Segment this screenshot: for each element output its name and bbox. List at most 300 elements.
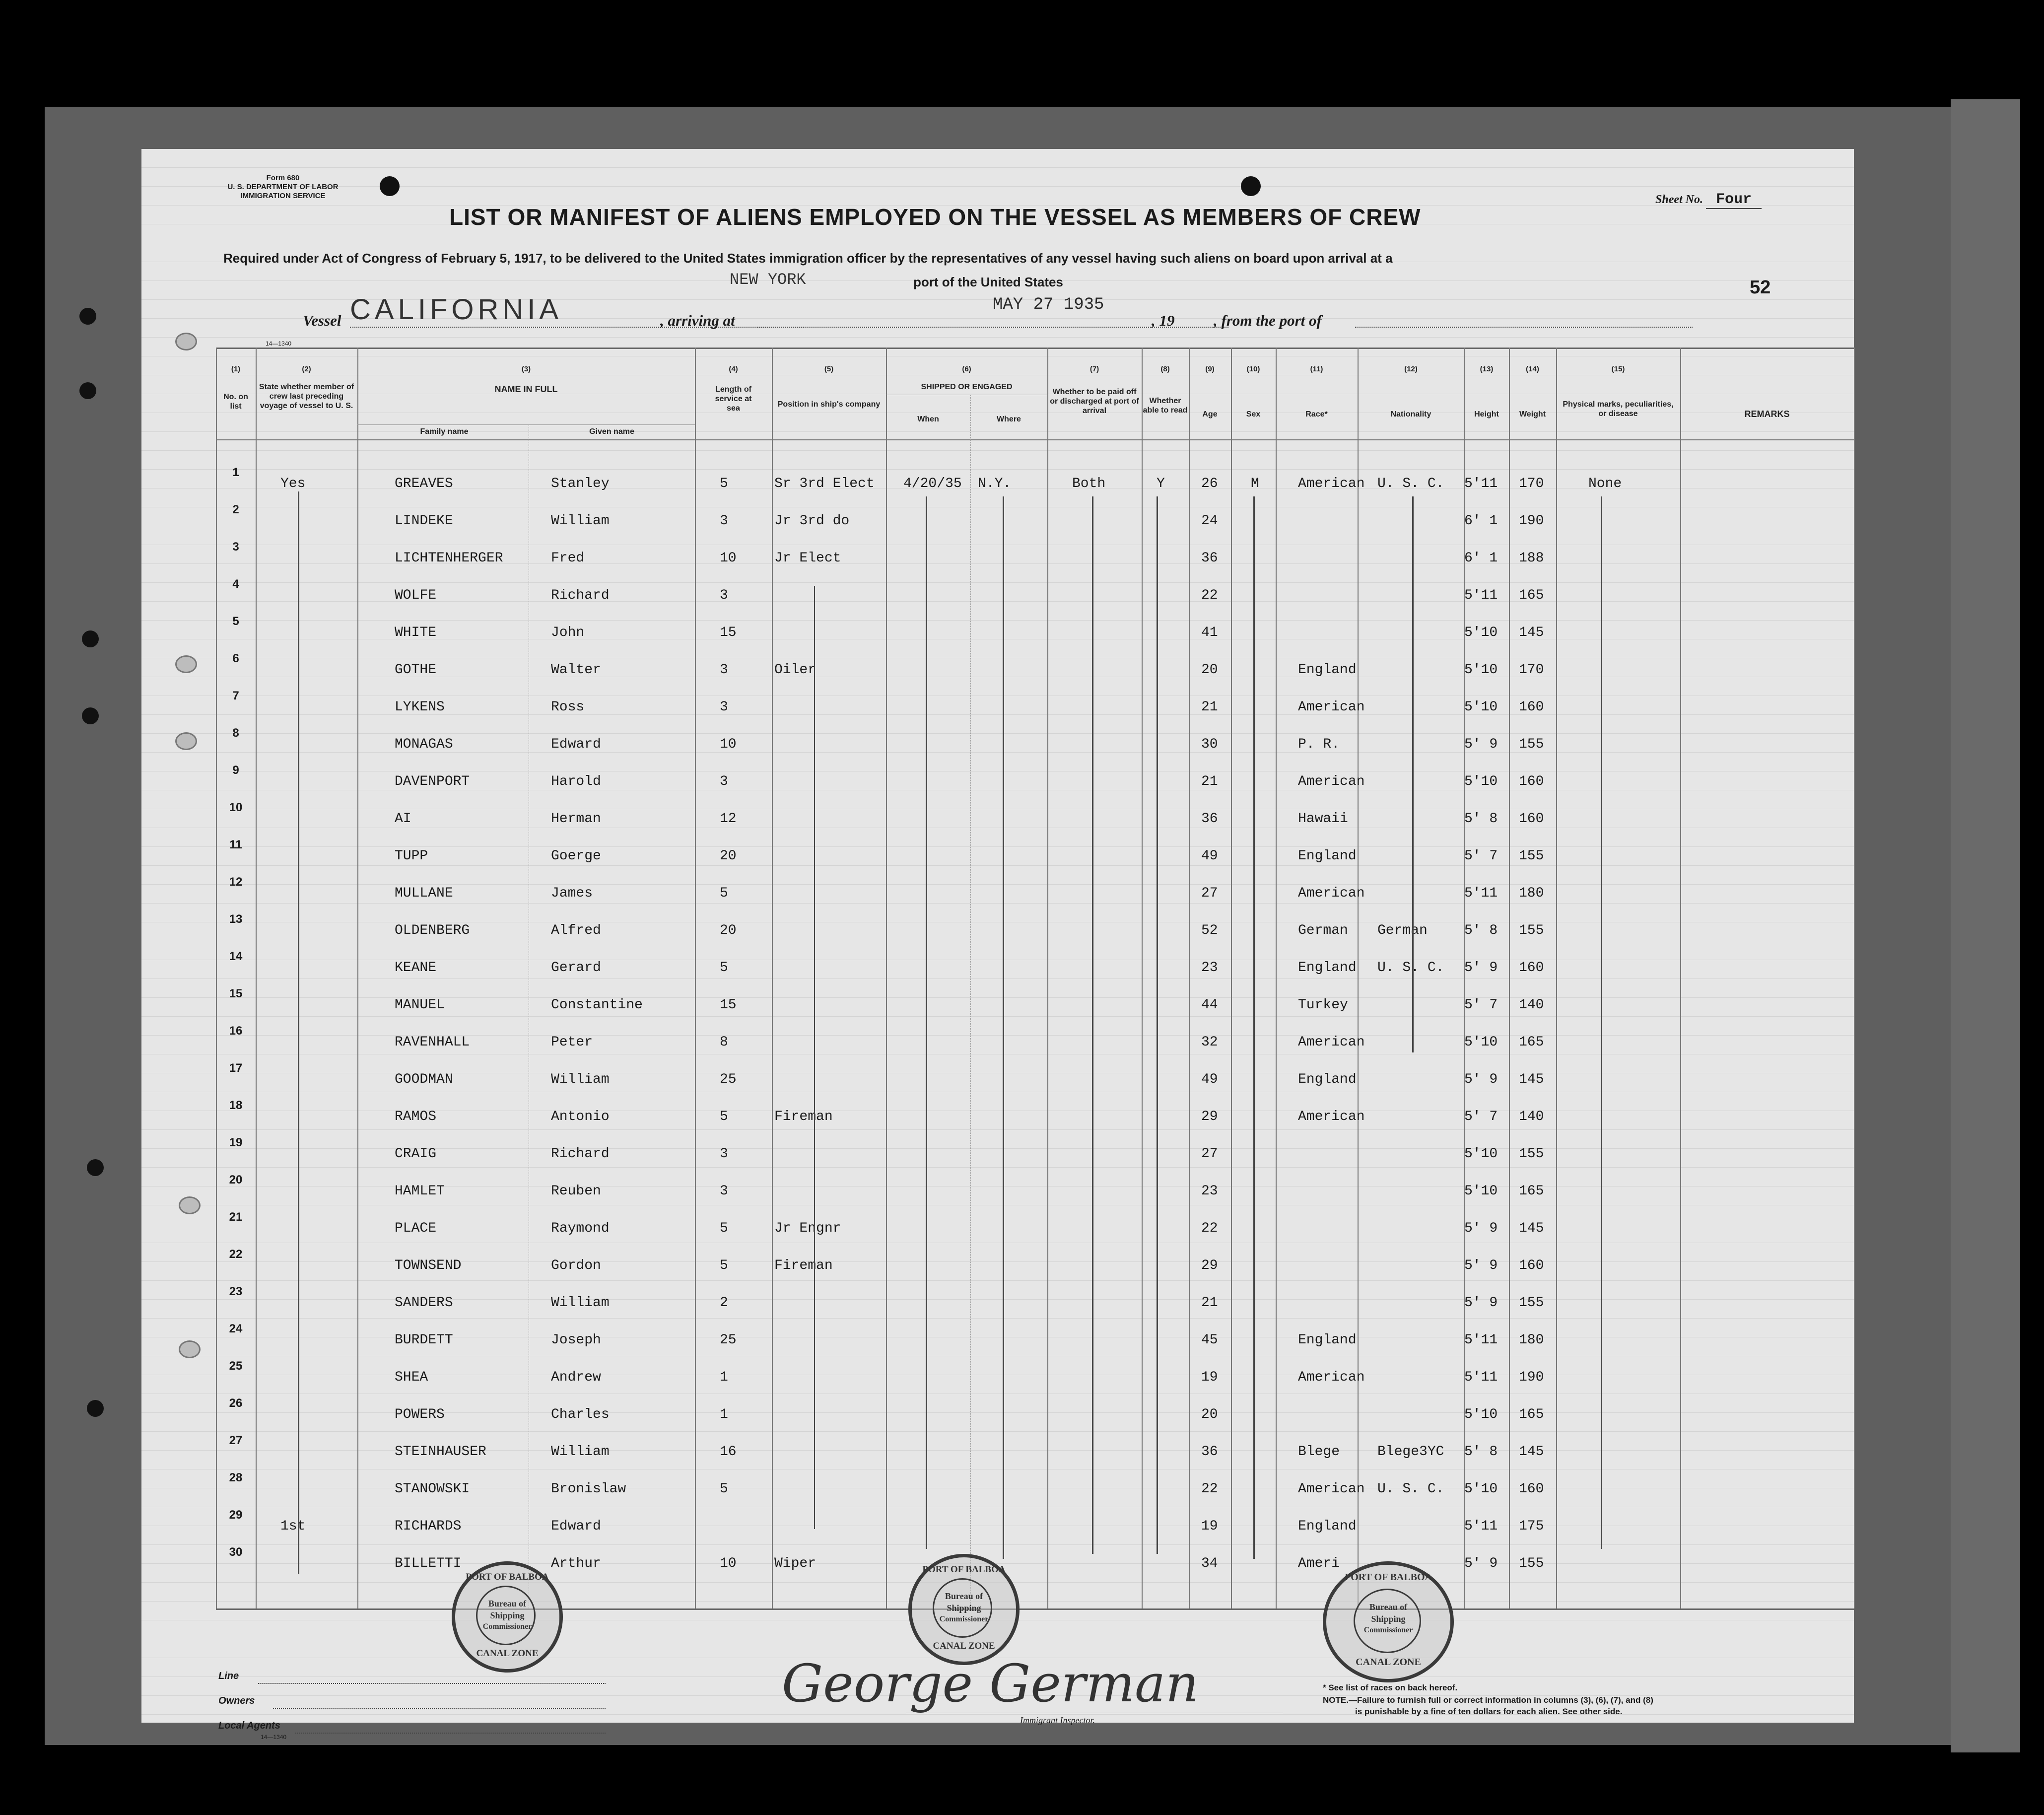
column-number-11: (11) xyxy=(1310,365,1323,373)
length-of-service-cell: 8 xyxy=(720,1035,728,1050)
given-name-cell: Bronislaw xyxy=(551,1481,626,1497)
weight-cell: 190 xyxy=(1519,513,1544,529)
binder-punch xyxy=(87,1159,104,1176)
row-number: 28 xyxy=(229,1471,243,1484)
length-of-service-cell: 3 xyxy=(720,699,728,715)
weight-cell: 145 xyxy=(1519,1444,1544,1460)
given-name-cell: Gerard xyxy=(551,960,601,976)
family-name-cell: BURDETT xyxy=(395,1332,453,1348)
length-of-service-cell: 5 xyxy=(720,886,728,901)
family-name-cell: LINDEKE xyxy=(395,513,453,529)
length-of-service-cell: 3 xyxy=(720,588,728,603)
binder-punch xyxy=(82,707,99,724)
given-name-cell: Harold xyxy=(551,774,601,789)
age-cell: 30 xyxy=(1201,737,1218,752)
col-divider xyxy=(1556,348,1557,1608)
race-footnote: * See list of races on back hereof. xyxy=(1323,1683,1458,1692)
family-name-cell: GREAVES xyxy=(395,476,453,491)
length-of-service-cell: 10 xyxy=(720,737,737,752)
weight-cell: 155 xyxy=(1519,1556,1544,1571)
name-subrule xyxy=(357,424,695,425)
weight-cell: 145 xyxy=(1519,1221,1544,1236)
length-of-service-cell: 2 xyxy=(720,1295,728,1311)
ditto-line-marks xyxy=(1601,496,1602,1549)
weight-cell: 145 xyxy=(1519,625,1544,640)
height-cell: 5'10 xyxy=(1464,662,1498,678)
manifest-sheet xyxy=(141,149,1854,1741)
given-name-cell: William xyxy=(551,1295,610,1311)
family-name-cell: OLDENBERG xyxy=(395,923,470,938)
stamp-1-mid1: Bureau of xyxy=(488,1599,527,1608)
given-name-cell: Raymond xyxy=(551,1221,610,1236)
position-cell: Jr Engnr xyxy=(774,1221,841,1236)
header-weight: Weight xyxy=(1519,410,1546,419)
arriving-label: , arriving at xyxy=(660,312,735,329)
vessel-underline xyxy=(350,327,804,328)
family-name-cell: BILLETTI xyxy=(395,1556,462,1571)
weight-cell: 188 xyxy=(1519,551,1544,566)
age-cell: 19 xyxy=(1201,1370,1218,1385)
nationality-cell: U. S. C. xyxy=(1377,960,1444,976)
given-name-cell: Richard xyxy=(551,1146,610,1162)
family-name-cell: TOWNSEND xyxy=(395,1258,462,1273)
row-number: 9 xyxy=(232,764,239,777)
stamp-2-mid3: Commissioner xyxy=(939,1615,989,1623)
weight-cell: 180 xyxy=(1519,1332,1544,1348)
given-name-cell: Andrew xyxy=(551,1370,601,1385)
column-number-15: (15) xyxy=(1611,365,1625,373)
header-no-on-list: No. on list xyxy=(223,393,248,411)
family-name-cell: STEINHAUSER xyxy=(395,1444,486,1460)
inspector-signature: George German xyxy=(782,1653,1199,1714)
height-cell: 5'10 xyxy=(1464,1184,1498,1199)
column-number-7: (7) xyxy=(1090,365,1099,373)
length-of-service-cell: 5 xyxy=(720,1221,728,1236)
family-name-cell: DAVENPORT xyxy=(395,774,470,789)
age-cell: 21 xyxy=(1201,774,1218,789)
given-name-cell: William xyxy=(551,513,610,529)
given-name-cell: Richard xyxy=(551,588,610,603)
column-number-14: (14) xyxy=(1526,365,1539,373)
col-divider xyxy=(886,348,887,1608)
race-cell: American xyxy=(1298,1370,1365,1385)
position-cell: Jr Elect xyxy=(774,551,841,566)
age-cell: 24 xyxy=(1201,513,1218,529)
stamp-3-mid2: Shipping xyxy=(1371,1614,1406,1624)
length-of-service-cell: 3 xyxy=(720,1184,728,1199)
family-name-cell: WHITE xyxy=(395,625,437,640)
weight-cell: 170 xyxy=(1519,662,1544,678)
header-bottom-rule xyxy=(216,439,1854,440)
binder-punch xyxy=(79,308,96,325)
margin-ring xyxy=(175,732,197,750)
col-divider xyxy=(970,395,971,1608)
col-divider xyxy=(1189,348,1190,1608)
height-cell: 5'11 xyxy=(1464,588,1498,603)
age-cell: 29 xyxy=(1201,1258,1218,1273)
shipped-when-cell: 4/20/35 xyxy=(903,476,962,491)
length-of-service-cell: 10 xyxy=(720,1556,737,1571)
family-name-cell: MONAGAS xyxy=(395,737,453,752)
header-length-of-service: Length of service at sea xyxy=(715,385,752,413)
given-name-cell: Constantine xyxy=(551,997,643,1013)
height-cell: 5' 8 xyxy=(1464,811,1498,827)
col-divider xyxy=(357,348,358,1608)
row-number: 7 xyxy=(232,689,239,702)
arrival-date-stamp: MAY 27 1935 xyxy=(993,295,1104,314)
binder-punch xyxy=(79,382,96,399)
family-name-cell: RAMOS xyxy=(395,1109,437,1124)
header-physical-marks: Physical marks, peculiarities, or disease xyxy=(1563,400,1674,418)
vessel-name: CALIFORNIA xyxy=(350,293,563,326)
column-number-9: (9) xyxy=(1205,365,1215,373)
column-number-4: (4) xyxy=(729,365,738,373)
header-sex: Sex xyxy=(1246,410,1261,419)
age-cell: 34 xyxy=(1201,1556,1218,1571)
line-underline xyxy=(258,1683,606,1684)
position-cell: Sr 3rd Elect xyxy=(774,476,875,491)
weight-cell: 140 xyxy=(1519,1109,1544,1124)
height-cell: 5'10 xyxy=(1464,774,1498,789)
length-of-service-cell: 20 xyxy=(720,923,737,938)
balboa-stamp-1 xyxy=(452,1561,563,1673)
age-cell: 26 xyxy=(1201,476,1218,491)
physical-marks-cell: None xyxy=(1588,476,1622,491)
race-cell: American xyxy=(1298,699,1365,715)
age-cell: 21 xyxy=(1201,699,1218,715)
length-of-service-cell: 5 xyxy=(720,1481,728,1497)
age-cell: 23 xyxy=(1201,960,1218,976)
header-family-name: Family name xyxy=(420,427,469,436)
age-cell: 36 xyxy=(1201,1444,1218,1460)
age-cell: 36 xyxy=(1201,811,1218,827)
row-number: 12 xyxy=(229,875,243,889)
binder-punch xyxy=(87,1400,104,1417)
owners-underline xyxy=(273,1708,606,1709)
able-to-read-cell: Y xyxy=(1157,476,1165,491)
ditto-line-where xyxy=(1003,496,1004,1559)
age-cell: 45 xyxy=(1201,1332,1218,1348)
age-cell: 27 xyxy=(1201,886,1218,901)
form-number: Form 680 xyxy=(266,174,300,182)
position-cell: Fireman xyxy=(774,1109,833,1124)
row-number: 5 xyxy=(232,615,239,628)
length-of-service-cell: 5 xyxy=(720,1109,728,1124)
height-cell: 5'11 xyxy=(1464,476,1498,491)
ditto-line-position xyxy=(814,586,815,1529)
race-cell: American xyxy=(1298,886,1365,901)
height-cell: 5'10 xyxy=(1464,1035,1498,1050)
binder-punch xyxy=(82,630,99,647)
length-of-service-cell: 3 xyxy=(720,513,728,529)
race-cell: American xyxy=(1298,1481,1365,1497)
margin-ring xyxy=(179,1196,201,1214)
previous-voyage-cell: Yes xyxy=(280,476,306,491)
nationality-cell: U. S. C. xyxy=(1377,1481,1444,1497)
row-number: 2 xyxy=(232,503,239,516)
given-name-cell: Peter xyxy=(551,1035,593,1050)
stamp-3-top: PORT OF BALBOA xyxy=(1345,1572,1432,1583)
from-port-label: , from the port of xyxy=(1214,312,1322,329)
nationality-cell: U. S. C. xyxy=(1377,476,1444,491)
balboa-stamp-2 xyxy=(908,1554,1020,1665)
height-cell: 5'10 xyxy=(1464,699,1498,715)
col-divider xyxy=(1680,348,1681,1608)
weight-cell: 140 xyxy=(1519,997,1544,1013)
height-cell: 5'11 xyxy=(1464,886,1498,901)
stamp-1-bottom: CANAL ZONE xyxy=(476,1648,539,1659)
given-name-cell: Reuben xyxy=(551,1184,601,1199)
age-cell: 22 xyxy=(1201,588,1218,603)
length-of-service-cell: 3 xyxy=(720,774,728,789)
family-name-cell: KEANE xyxy=(395,960,437,976)
backing-board-edge xyxy=(1951,99,2020,1752)
length-of-service-cell: 20 xyxy=(720,848,737,864)
race-cell: P. R. xyxy=(1298,737,1340,752)
header-given-name: Given name xyxy=(589,427,634,436)
given-name-cell: James xyxy=(551,886,593,901)
col-divider xyxy=(216,348,217,1608)
age-cell: 22 xyxy=(1201,1481,1218,1497)
length-of-service-cell: 10 xyxy=(720,551,737,566)
penalty-note-line-2: is punishable by a fine of ten dollars for each alien. See other side. xyxy=(1355,1707,1623,1716)
row-number: 21 xyxy=(229,1210,243,1224)
race-cell: Blege xyxy=(1298,1444,1340,1460)
col-divider xyxy=(695,348,696,1608)
height-cell: 5' 8 xyxy=(1464,923,1498,938)
sheet-label: Sheet No. xyxy=(1655,193,1703,206)
sheet-hole xyxy=(380,176,400,196)
family-name-cell: POWERS xyxy=(395,1407,445,1422)
family-name-cell: RAVENHALL xyxy=(395,1035,470,1050)
race-cell: American xyxy=(1298,1109,1365,1124)
age-cell: 29 xyxy=(1201,1109,1218,1124)
height-cell: 5'10 xyxy=(1464,1407,1498,1422)
stamp-3-bottom: CANAL ZONE xyxy=(1356,1657,1421,1668)
year-label: , 19 xyxy=(1152,312,1175,329)
age-cell: 49 xyxy=(1201,1072,1218,1087)
race-cell: England xyxy=(1298,1332,1357,1348)
given-name-cell: Herman xyxy=(551,811,601,827)
margin-ring xyxy=(179,1340,201,1358)
column-number-5: (5) xyxy=(824,365,834,373)
length-of-service-cell: 15 xyxy=(720,997,737,1013)
height-cell: 5'10 xyxy=(1464,625,1498,640)
local-agents-underline xyxy=(295,1733,606,1734)
header-age: Age xyxy=(1202,410,1218,419)
weight-cell: 170 xyxy=(1519,476,1544,491)
form-agency-block xyxy=(223,174,342,201)
given-name-cell: Ross xyxy=(551,699,585,715)
row-number: 30 xyxy=(229,1545,243,1559)
row-number: 10 xyxy=(229,801,243,814)
length-of-service-cell: 25 xyxy=(720,1332,737,1348)
given-name-cell: Charles xyxy=(551,1407,610,1422)
given-name-cell: Joseph xyxy=(551,1332,601,1348)
weight-cell: 165 xyxy=(1519,1407,1544,1422)
col-divider xyxy=(256,348,257,1608)
position-cell: Oiler xyxy=(774,662,817,678)
column-number-8: (8) xyxy=(1160,365,1170,373)
age-cell: 27 xyxy=(1201,1146,1218,1162)
ditto-line-paid xyxy=(1092,496,1093,1554)
row-number: 19 xyxy=(229,1136,243,1149)
print-code-top: 14—1340 xyxy=(266,340,292,347)
height-cell: 5'11 xyxy=(1464,1370,1498,1385)
inspector-label: Immigrant Inspector. xyxy=(1020,1715,1095,1725)
col-divider xyxy=(772,348,773,1608)
age-cell: 44 xyxy=(1201,997,1218,1013)
row-number: 15 xyxy=(229,987,243,1000)
family-name-cell: GOTHE xyxy=(395,662,437,678)
row-number: 4 xyxy=(232,577,239,591)
age-cell: 49 xyxy=(1201,848,1218,864)
race-cell: German xyxy=(1298,923,1348,938)
weight-cell: 190 xyxy=(1519,1370,1544,1385)
height-cell: 5' 9 xyxy=(1464,960,1498,976)
ditto-line-read xyxy=(1157,496,1158,1554)
paid-off-cell: Both xyxy=(1072,476,1106,491)
stamp-1-mid2: Shipping xyxy=(490,1610,525,1620)
header-remarks: REMARKS xyxy=(1744,409,1790,419)
family-name-cell: SANDERS xyxy=(395,1295,453,1311)
stamp-2-mid1: Bureau of xyxy=(945,1591,983,1601)
header-position: Position in ship's company xyxy=(777,400,881,409)
age-cell: 52 xyxy=(1201,923,1218,938)
sheet-number: Four xyxy=(1706,191,1762,209)
previous-voyage-cell: 1st xyxy=(280,1519,306,1534)
department-name: U. S. DEPARTMENT OF LABOR xyxy=(227,183,339,191)
margin-ring xyxy=(175,333,197,350)
given-name-cell: Goerge xyxy=(551,848,601,864)
length-of-service-cell: 5 xyxy=(720,1258,728,1273)
family-name-cell: WOLFE xyxy=(395,588,437,603)
penalty-note-line-1: NOTE.—Failure to furnish full or correct information in columns (3), (6), (7), and (8) xyxy=(1323,1695,1653,1705)
sheet-hole xyxy=(1241,176,1261,196)
family-name-cell: MANUEL xyxy=(395,997,445,1013)
weight-cell: 155 xyxy=(1519,848,1544,864)
stamp-2-top: PORT OF BALBOA xyxy=(922,1564,1006,1575)
height-cell: 5' 8 xyxy=(1464,1444,1498,1460)
weight-cell: 160 xyxy=(1519,1481,1544,1497)
length-of-service-cell: 12 xyxy=(720,811,737,827)
col-divider xyxy=(1358,348,1359,1608)
given-name-cell: John xyxy=(551,625,585,640)
col-divider xyxy=(1047,348,1048,1608)
line-label: Line xyxy=(218,1671,239,1681)
row-number: 6 xyxy=(232,652,239,665)
page-title: LIST OR MANIFEST OF ALIENS EMPLOYED ON THE VESSEL AS MEMBERS OF CREW xyxy=(449,204,1421,230)
height-cell: 5' 7 xyxy=(1464,1109,1498,1124)
requirement-text: Required under Act of Congress of February 5, 1917, to be delivered to the United States immigration officer by the representatives of any vessel having such aliens on board upon arrival at a xyxy=(223,251,1393,266)
family-name-cell: GOODMAN xyxy=(395,1072,453,1087)
position-cell: Fireman xyxy=(774,1258,833,1273)
weight-cell: 160 xyxy=(1519,774,1544,789)
age-cell: 19 xyxy=(1201,1519,1218,1534)
height-cell: 5'11 xyxy=(1464,1332,1498,1348)
length-of-service-cell: 3 xyxy=(720,662,728,678)
given-name-cell: Fred xyxy=(551,551,585,566)
header-previous-voyage: State whether member of crew last preceding voyage of vessel to U. S. xyxy=(259,383,354,410)
sheet-number-field xyxy=(1655,191,1762,208)
race-cell: Ameri xyxy=(1298,1556,1340,1571)
position-cell: Jr 3rd do xyxy=(774,513,850,529)
column-number-10: (10) xyxy=(1246,365,1260,373)
arriving-port: NEW YORK xyxy=(730,271,806,289)
header-race: Race* xyxy=(1305,410,1328,419)
height-cell: 5' 9 xyxy=(1464,1295,1498,1311)
stamp-1-top: PORT OF BALBOA xyxy=(466,1572,549,1582)
given-name-cell: William xyxy=(551,1072,610,1087)
row-number: 25 xyxy=(229,1359,243,1373)
race-cell: England xyxy=(1298,1072,1357,1087)
column-number-3: (3) xyxy=(521,365,531,373)
weight-cell: 165 xyxy=(1519,588,1544,603)
print-code-bottom: 14—1340 xyxy=(261,1734,287,1741)
length-of-service-cell: 3 xyxy=(720,1146,728,1162)
given-name-cell: Stanley xyxy=(551,476,610,491)
sex-cell: M xyxy=(1251,476,1259,491)
column-number-6: (6) xyxy=(962,365,971,373)
owners-label: Owners xyxy=(218,1695,255,1706)
stamp-3-mid3: Commissioner xyxy=(1363,1626,1413,1634)
from-port-underline xyxy=(1355,327,1693,328)
weight-cell: 160 xyxy=(1519,960,1544,976)
race-cell: England xyxy=(1298,960,1357,976)
header-shipped-where: Where xyxy=(997,415,1021,423)
stamp-3-mid1: Bureau of xyxy=(1369,1602,1408,1612)
height-cell: 5' 9 xyxy=(1464,1072,1498,1087)
header-shipped-when: When xyxy=(917,415,939,423)
ditto-line-when xyxy=(926,496,927,1549)
weight-cell: 145 xyxy=(1519,1072,1544,1087)
race-cell: American xyxy=(1298,774,1365,789)
family-name-cell: LICHTENHERGER xyxy=(395,551,503,566)
weight-cell: 160 xyxy=(1519,811,1544,827)
age-cell: 22 xyxy=(1201,1221,1218,1236)
column-number-1: (1) xyxy=(231,365,241,373)
race-cell: England xyxy=(1298,848,1357,864)
age-cell: 23 xyxy=(1201,1184,1218,1199)
height-cell: 5'10 xyxy=(1464,1146,1498,1162)
height-cell: 5' 7 xyxy=(1464,848,1498,864)
age-cell: 41 xyxy=(1201,625,1218,640)
weight-cell: 165 xyxy=(1519,1184,1544,1199)
row-number: 3 xyxy=(232,540,239,554)
race-cell: Turkey xyxy=(1298,997,1348,1013)
row-number: 27 xyxy=(229,1434,243,1447)
header-name-in-full: NAME IN FULL xyxy=(494,384,558,394)
row-number: 29 xyxy=(229,1508,243,1522)
given-name-cell: Arthur xyxy=(551,1556,601,1571)
stamp-1-mid3: Commissioner xyxy=(482,1622,532,1631)
family-name-cell: SHEA xyxy=(395,1370,428,1385)
length-of-service-cell: 5 xyxy=(720,960,728,976)
col-divider xyxy=(1231,348,1232,1608)
length-of-service-cell: 15 xyxy=(720,625,737,640)
col-divider xyxy=(1142,348,1143,1608)
given-name-cell: Edward xyxy=(551,737,601,752)
family-name-cell: PLACE xyxy=(395,1221,437,1236)
given-name-cell: Gordon xyxy=(551,1258,601,1273)
height-cell: 5' 7 xyxy=(1464,997,1498,1013)
row-number: 20 xyxy=(229,1173,243,1187)
column-number-2: (2) xyxy=(302,365,311,373)
length-of-service-cell: 1 xyxy=(720,1370,728,1385)
row-number: 14 xyxy=(229,950,243,963)
row-number: 8 xyxy=(232,726,239,740)
header-able-to-read: Whether able to read xyxy=(1143,397,1188,415)
